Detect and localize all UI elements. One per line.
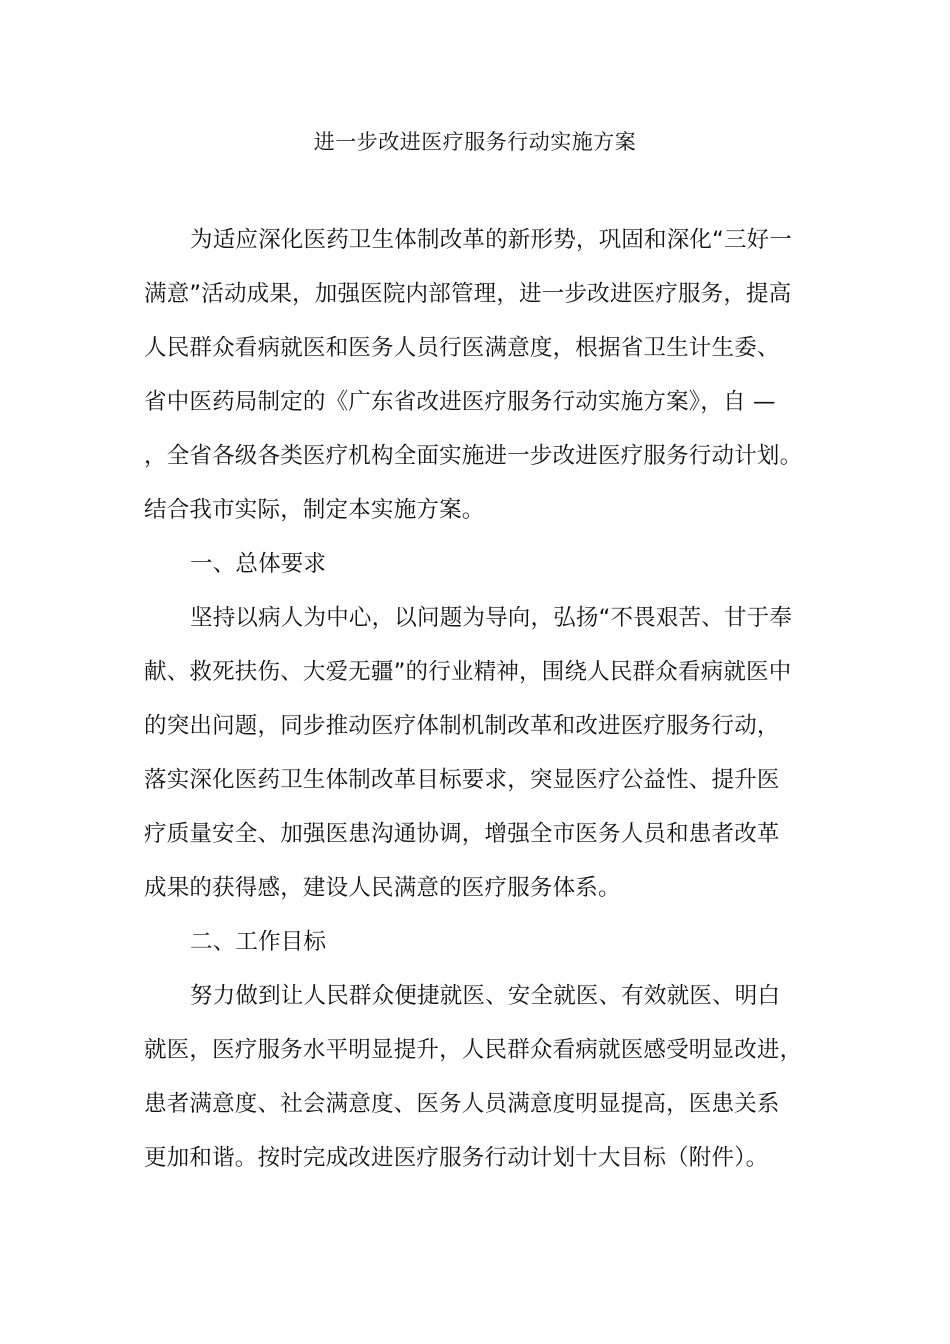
paragraph-line: 为适应深化医药卫生体制改革的新形势，巩固和深化“三好一 xyxy=(190,227,793,253)
document-title: 进一步改进医疗服务行动实施方案 xyxy=(313,130,637,154)
paragraph-line: 的突出问题，同步推动医疗体制机制改革和改进医疗服务行动， xyxy=(144,713,780,739)
section-heading: 二、工作目标 xyxy=(190,929,327,955)
paragraph-line: 献、救死扶伤、大爱无疆”的行业精神，围绕人民群众看病就医中 xyxy=(144,659,792,685)
paragraph-line: 疗质量安全、加强医患沟通协调，增强全市医务人员和患者改革 xyxy=(144,821,780,847)
paragraph-line: ，全省各级各类医疗机构全面实施进一步改进医疗服务行动计划。 xyxy=(144,443,803,469)
paragraph-line: 省中医药局制定的《广东省改进医疗服务行动实施方案》，自 — xyxy=(144,389,776,415)
paragraph-line: 患者满意度、社会满意度、医务人员满意度明显提高，医患关系 xyxy=(144,1091,780,1117)
paragraph-line: 坚持以病人为中心，以问题为导向，弘扬“不畏艰苦、甘于奉 xyxy=(190,605,793,631)
paragraph-line: 满意”活动成果，加强医院内部管理，进一步改进医疗服务，提高 xyxy=(144,281,792,307)
paragraph-line: 人民群众看病就医和医务人员行医满意度，根据省卫生计生委、 xyxy=(144,335,780,361)
paragraph-line: 成果的获得感，建设人民满意的医疗服务体系。 xyxy=(144,875,621,901)
paragraph-line: 落实深化医药卫生体制改革目标要求，突显医疗公益性、提升医 xyxy=(144,767,780,793)
paragraph-line: 就医，医疗服务水平明显提升，人民群众看病就医感受明显改进， xyxy=(144,1037,803,1063)
paragraph-line: 努力做到让人民群众便捷就医、安全就医、有效就医、明白 xyxy=(190,983,781,1009)
paragraph-line: 更加和谐。按时完成改进医疗服务行动计划十大目标（附件）。 xyxy=(144,1145,769,1171)
paragraph-line: 结合我市实际，制定本实施方案。 xyxy=(144,497,485,523)
section-heading: 一、总体要求 xyxy=(190,551,327,577)
